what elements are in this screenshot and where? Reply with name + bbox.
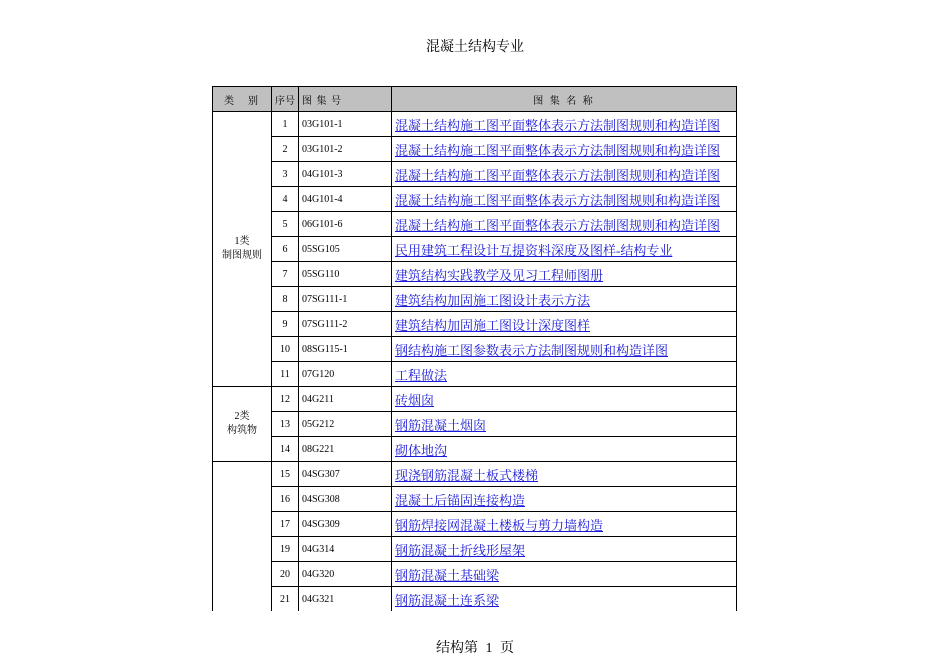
atlas-name-cell bbox=[392, 537, 737, 562]
seq-cell: 3 bbox=[272, 162, 299, 187]
atlas-name-cell bbox=[392, 462, 737, 487]
atlas-name-link[interactable]: 混凝土后锚固连接构造 bbox=[395, 492, 526, 508]
atlas-name-cell bbox=[392, 237, 737, 262]
header-seq: 序号 bbox=[272, 87, 299, 112]
seq-cell: 21 bbox=[272, 587, 299, 612]
atlas-name-link[interactable]: 现浇钢筋混凝土板式楼梯 bbox=[395, 467, 539, 483]
atlas-code-cell: 04SG308 bbox=[299, 487, 392, 512]
atlas-name-link[interactable]: 钢筋混凝土基础梁 bbox=[395, 567, 500, 583]
atlas-name-cell bbox=[392, 562, 737, 587]
atlas-code-cell: 04G320 bbox=[299, 562, 392, 587]
atlas-name-link[interactable]: 钢筋混凝土折线形屋架 bbox=[395, 542, 526, 558]
table-row bbox=[213, 462, 737, 487]
atlas-code-cell: 08SG115-1 bbox=[299, 337, 392, 362]
atlas-code-cell: 07SG111-1 bbox=[299, 287, 392, 312]
atlas-name-link[interactable]: 砖烟囱 bbox=[395, 392, 435, 408]
atlas-code-cell: 07SG111-2 bbox=[299, 312, 392, 337]
table-row bbox=[213, 237, 737, 262]
seq-cell: 14 bbox=[272, 437, 299, 462]
table-header-row bbox=[213, 87, 737, 112]
atlas-name-link[interactable]: 工程做法 bbox=[395, 367, 448, 383]
seq-cell: 20 bbox=[272, 562, 299, 587]
atlas-name-link[interactable]: 建筑结构加固施工图设计深度图样 bbox=[395, 317, 591, 333]
atlas-code-cell: 04G314 bbox=[299, 537, 392, 562]
seq-cell: 11 bbox=[272, 362, 299, 387]
atlas-code-cell: 08G221 bbox=[299, 437, 392, 462]
table-body bbox=[213, 112, 737, 612]
atlas-name-link[interactable]: 混凝土结构施工图平面整体表示方法制图规则和构造详图 bbox=[395, 117, 721, 133]
atlas-name-link[interactable]: 民用建筑工程设计互提资料深度及图样-结构专业 bbox=[395, 242, 673, 258]
atlas-name-link[interactable]: 混凝土结构施工图平面整体表示方法制图规则和构造详图 bbox=[395, 192, 721, 208]
atlas-name-link[interactable]: 钢结构施工图参数表示方法制图规则和构造详图 bbox=[395, 342, 669, 358]
seq-cell: 17 bbox=[272, 512, 299, 537]
header-atlas-no: 图 集 号 bbox=[299, 87, 392, 112]
category-number: 1类 bbox=[234, 236, 250, 247]
atlas-name-link[interactable]: 建筑结构加固施工图设计表示方法 bbox=[395, 292, 591, 308]
atlas-name-cell bbox=[392, 487, 737, 512]
seq-cell: 5 bbox=[272, 212, 299, 237]
atlas-name-link[interactable]: 砌体地沟 bbox=[395, 442, 448, 458]
table-row bbox=[213, 262, 737, 287]
atlas-name-cell bbox=[392, 262, 737, 287]
atlas-code-cell: 05SG105 bbox=[299, 237, 392, 262]
seq-cell: 1 bbox=[272, 112, 299, 137]
atlas-code-cell: 07G120 bbox=[299, 362, 392, 387]
category-label: 制图规则 bbox=[222, 250, 262, 261]
atlas-code-cell: 06G101-6 bbox=[299, 212, 392, 237]
atlas-name-cell bbox=[392, 412, 737, 437]
footer-prefix: 结构第 bbox=[436, 641, 478, 656]
table-row bbox=[213, 587, 737, 612]
table-row bbox=[213, 337, 737, 362]
atlas-name-cell bbox=[392, 137, 737, 162]
atlas-code-cell: 04G211 bbox=[299, 387, 392, 412]
category-cell bbox=[213, 387, 272, 462]
atlas-code-cell: 04SG309 bbox=[299, 512, 392, 537]
atlas-name-cell bbox=[392, 437, 737, 462]
atlas-name-cell bbox=[392, 362, 737, 387]
atlas-code-cell: 04G101-4 bbox=[299, 187, 392, 212]
seq-cell: 13 bbox=[272, 412, 299, 437]
atlas-name-link[interactable]: 混凝土结构施工图平面整体表示方法制图规则和构造详图 bbox=[395, 217, 721, 233]
header-category: 类 别 bbox=[213, 87, 272, 112]
table-row bbox=[213, 187, 737, 212]
atlas-name-link[interactable]: 钢筋混凝土连系梁 bbox=[395, 592, 500, 608]
atlas-code-cell: 04G101-3 bbox=[299, 162, 392, 187]
footer-page-number: 1 bbox=[485, 641, 493, 656]
atlas-code-cell: 03G101-1 bbox=[299, 112, 392, 137]
atlas-code-cell: 04G321 bbox=[299, 587, 392, 612]
table-row bbox=[213, 562, 737, 587]
atlas-name-link[interactable]: 建筑结构实践教学及见习工程师图册 bbox=[395, 267, 604, 283]
table-row bbox=[213, 137, 737, 162]
table-row bbox=[213, 387, 737, 412]
table-row bbox=[213, 312, 737, 337]
category-number: 2类 bbox=[234, 411, 250, 422]
table-row bbox=[213, 412, 737, 437]
atlas-code-cell: 05SG110 bbox=[299, 262, 392, 287]
atlas-name-link[interactable]: 钢筋焊接网混凝土楼板与剪力墙构造 bbox=[395, 517, 604, 533]
table-row bbox=[213, 537, 737, 562]
seq-cell: 12 bbox=[272, 387, 299, 412]
category-cell bbox=[213, 112, 272, 387]
table-row bbox=[213, 212, 737, 237]
seq-cell: 2 bbox=[272, 137, 299, 162]
seq-cell: 15 bbox=[272, 462, 299, 487]
table-row bbox=[213, 487, 737, 512]
seq-cell: 8 bbox=[272, 287, 299, 312]
seq-cell: 19 bbox=[272, 537, 299, 562]
atlas-name-cell bbox=[392, 387, 737, 412]
seq-cell: 6 bbox=[272, 237, 299, 262]
atlas-name-cell bbox=[392, 312, 737, 337]
atlas-name-cell bbox=[392, 287, 737, 312]
atlas-name-cell bbox=[392, 187, 737, 212]
atlas-name-cell bbox=[392, 112, 737, 137]
page-title: 混凝土结构专业 bbox=[426, 39, 524, 55]
atlas-catalog-table bbox=[212, 86, 737, 611]
atlas-code-cell: 05G212 bbox=[299, 412, 392, 437]
atlas-name-cell bbox=[392, 212, 737, 237]
atlas-name-cell bbox=[392, 587, 737, 612]
seq-cell: 9 bbox=[272, 312, 299, 337]
atlas-code-cell: 04SG307 bbox=[299, 462, 392, 487]
page-footer bbox=[0, 640, 950, 658]
table-row bbox=[213, 437, 737, 462]
table-row bbox=[213, 162, 737, 187]
category-label: 构筑物 bbox=[227, 425, 257, 436]
category-cell bbox=[213, 462, 272, 612]
footer-suffix: 页 bbox=[500, 641, 514, 656]
atlas-name-link[interactable]: 钢筋混凝土烟囱 bbox=[395, 417, 487, 433]
atlas-name-link[interactable]: 混凝土结构施工图平面整体表示方法制图规则和构造详图 bbox=[395, 142, 721, 158]
atlas-name-cell bbox=[392, 337, 737, 362]
atlas-name-cell bbox=[392, 162, 737, 187]
table-row bbox=[213, 362, 737, 387]
table-row bbox=[213, 287, 737, 312]
header-atlas-name: 图 集 名 称 bbox=[392, 87, 737, 112]
seq-cell: 16 bbox=[272, 487, 299, 512]
seq-cell: 7 bbox=[272, 262, 299, 287]
atlas-name-cell bbox=[392, 512, 737, 537]
seq-cell: 4 bbox=[272, 187, 299, 212]
atlas-code-cell: 03G101-2 bbox=[299, 137, 392, 162]
table-row bbox=[213, 112, 737, 137]
atlas-name-link[interactable]: 混凝土结构施工图平面整体表示方法制图规则和构造详图 bbox=[395, 167, 721, 183]
table-row bbox=[213, 512, 737, 537]
seq-cell: 10 bbox=[272, 337, 299, 362]
